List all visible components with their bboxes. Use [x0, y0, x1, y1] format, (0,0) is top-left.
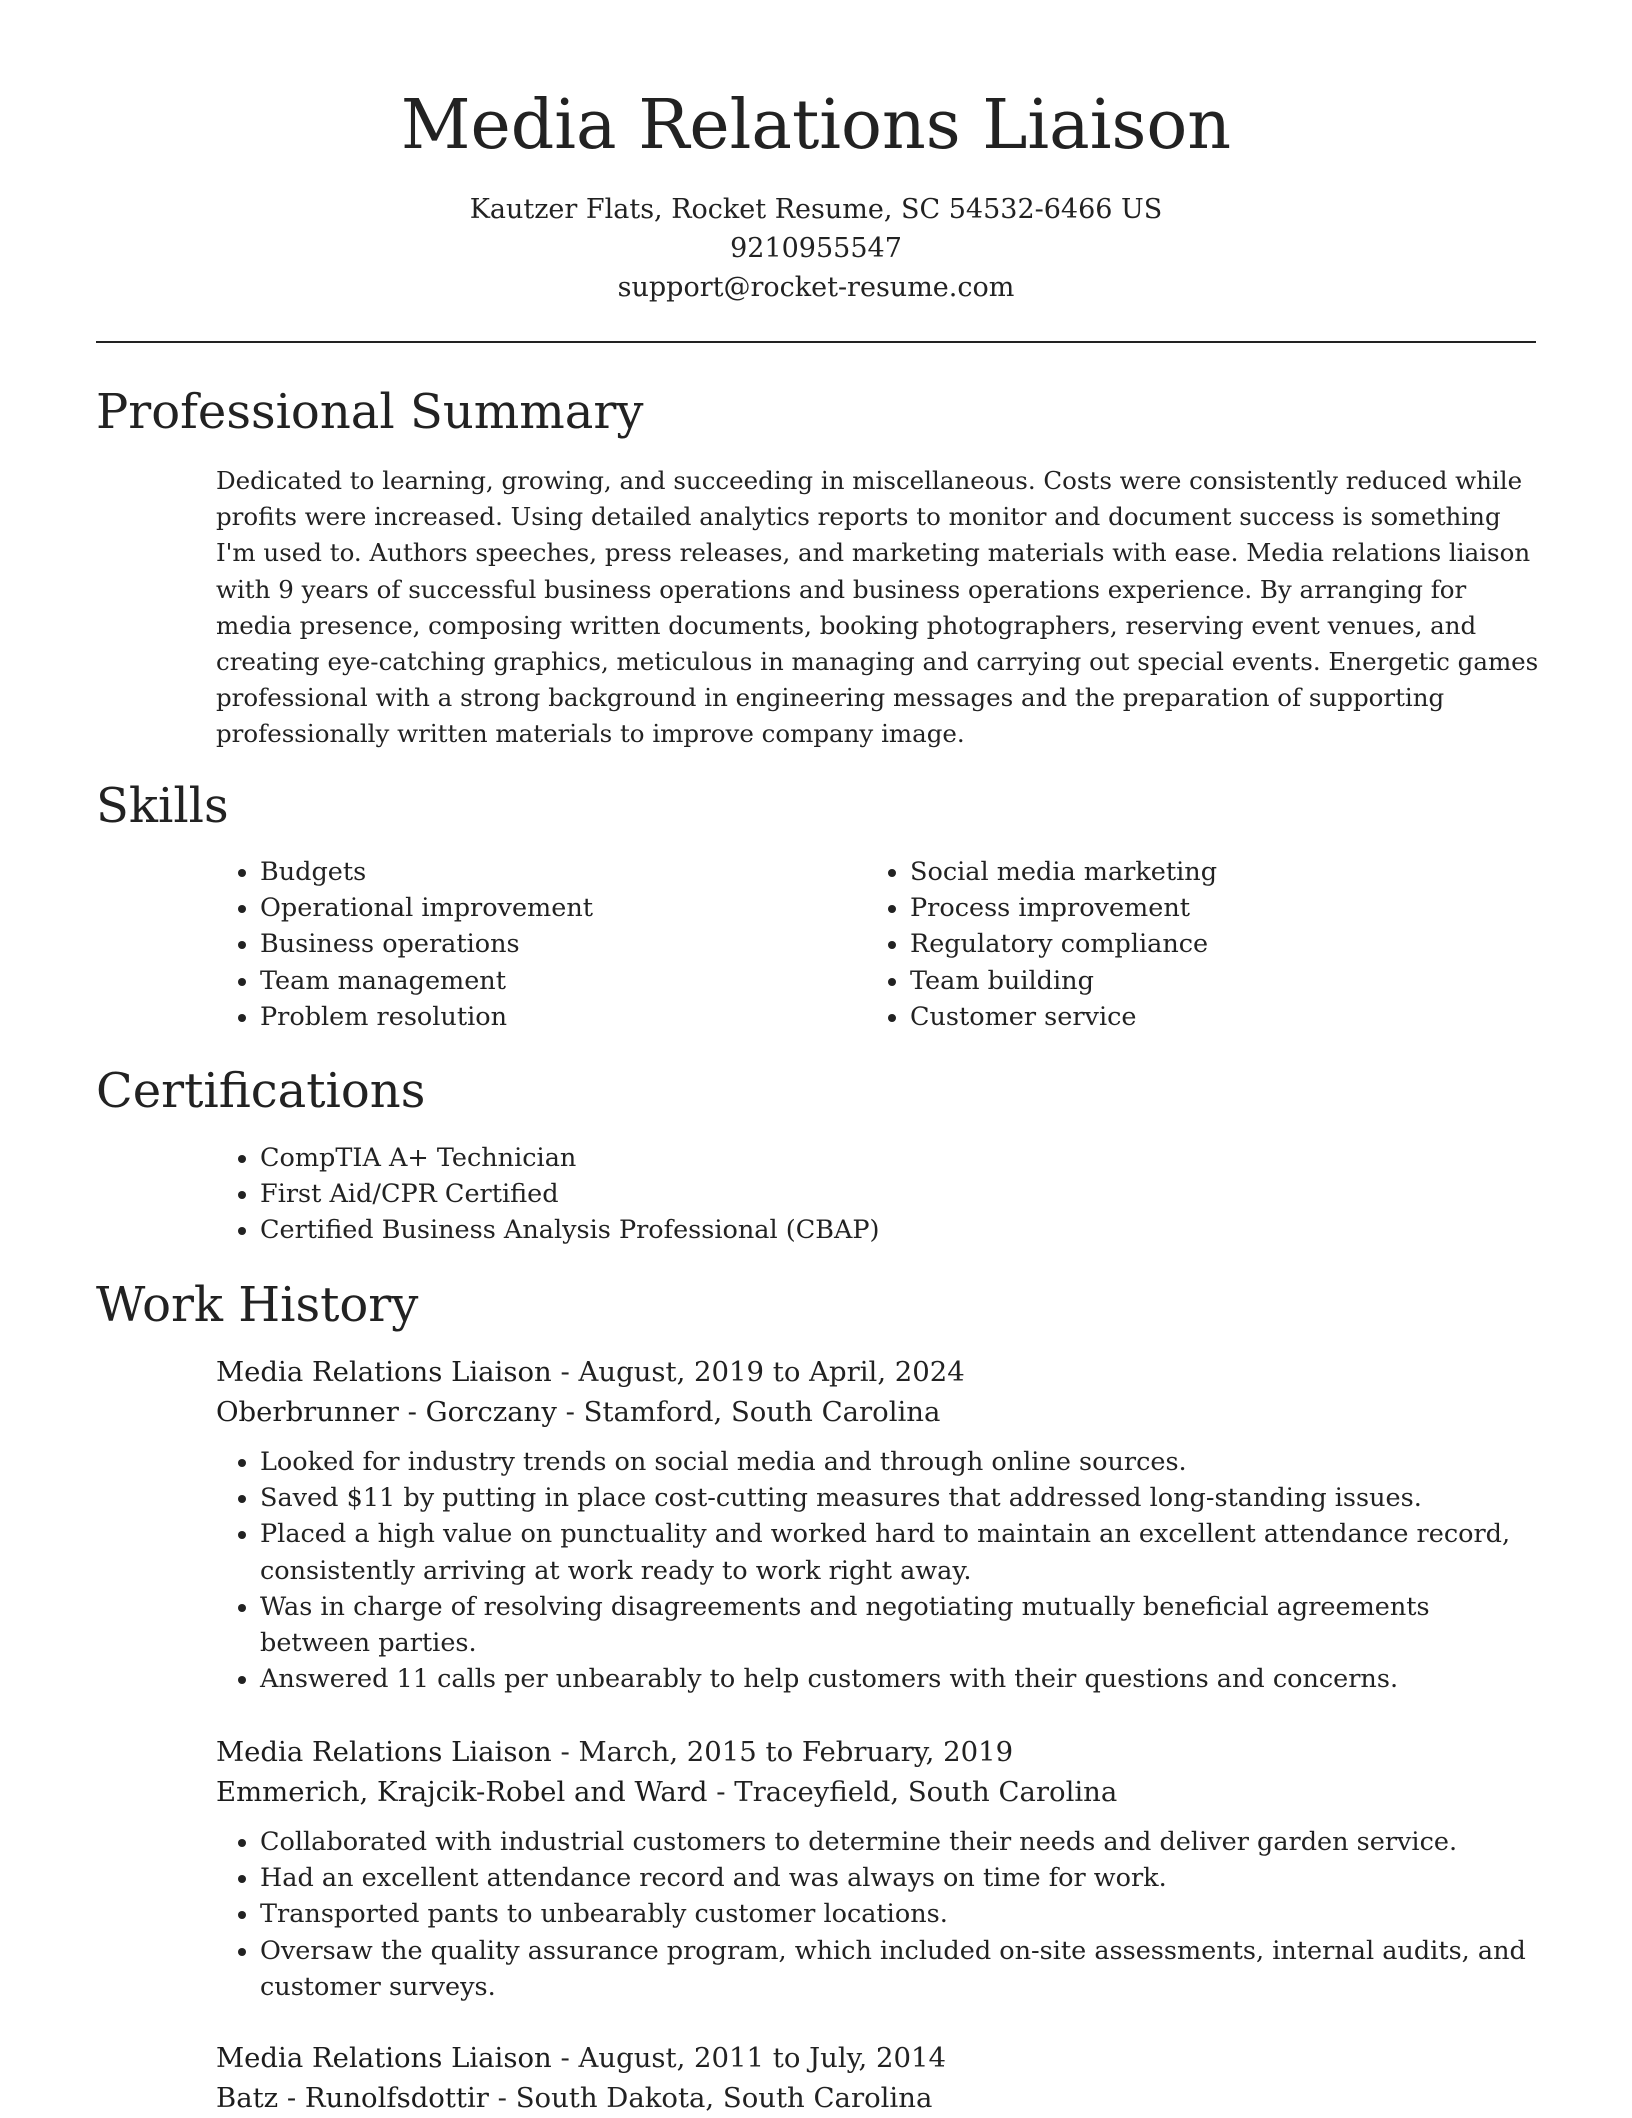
skill-item: • Problem resolution [260, 999, 856, 1035]
skill-item: • Budgets [260, 854, 856, 890]
contact-address: Kautzer Flats, Rocket Resume, SC 54532-6466 US [469, 194, 1163, 225]
summary-heading: Professional Summary [96, 384, 644, 440]
job-dates: March, 2015 to February, 2019 [578, 1736, 1014, 1768]
job-bullet: • Looked for industry trends on social media and through online sources. [260, 1444, 1546, 1480]
job-company: Emmerich, Krajcik-Robel and Ward [216, 1776, 708, 1808]
header-divider [96, 341, 1536, 343]
skill-item: • Social media marketing [910, 854, 1536, 890]
certifications-heading: Certifications [96, 1063, 426, 1119]
skills-heading: Skills [96, 778, 229, 834]
job-entry [216, 1732, 1546, 2005]
job-company-line [216, 1772, 1546, 1812]
job-dates: August, 2011 to July, 2014 [578, 2042, 947, 2074]
job-title-line [216, 1732, 1546, 1772]
certification-item: • CompTIA A+ Technician [260, 1140, 1536, 1176]
work-history-heading: Work History [96, 1277, 419, 1333]
job-entry [216, 2038, 1546, 2118]
job-bullet: • Oversaw the quality assurance program, which included on-site assessments, internal audits, and customer surveys. [260, 1933, 1546, 2005]
job-bullet: • Transported pants to unbearably customer locations. [260, 1896, 1546, 1932]
certification-item: • Certified Business Analysis Professional (CBAP) [260, 1212, 1536, 1248]
skills-column-right [866, 854, 1536, 1035]
job-location: Stamford, South Carolina [583, 1396, 941, 1428]
contact-phone: 9210955547 [730, 233, 902, 264]
certification-item: • First Aid/CPR Certified [260, 1176, 1536, 1212]
separator: - [551, 1356, 579, 1388]
skill-item: • Customer service [910, 999, 1536, 1035]
job-title: Media Relations Liaison [216, 2042, 552, 2074]
skills-column-left [216, 854, 856, 1035]
job-bullet: • Saved $11 by putting in place cost-cutting measures that addressed long-standing issues. [260, 1480, 1546, 1516]
skill-item: • Team management [260, 963, 856, 999]
skills-list-left [216, 854, 856, 1035]
job-entry [216, 1352, 1546, 1697]
job-bullets [216, 1444, 1546, 1697]
job-title-line [216, 2038, 1546, 2078]
job-bullet: • Answered 11 calls per unbearably to help customers with their questions and concerns. [260, 1661, 1546, 1697]
job-bullet: • Collaborated with industrial customers to determine their needs and deliver garden service. [260, 1824, 1546, 1860]
skill-item: • Process improvement [910, 890, 1536, 926]
skills-list-right [866, 854, 1536, 1035]
certifications-list [216, 1140, 1536, 1249]
contact-email: support@rocket-resume.com [617, 272, 1015, 303]
separator: - [707, 1776, 735, 1808]
contact-block [0, 190, 1632, 307]
separator: - [556, 1396, 584, 1428]
skill-item: • Operational improvement [260, 890, 856, 926]
candidate-name: Media Relations Liaison [400, 86, 1232, 165]
certifications-block [216, 1140, 1536, 1249]
job-title-line [216, 1352, 1546, 1392]
job-title: Media Relations Liaison [216, 1356, 552, 1388]
job-company: Oberbrunner - Gorczany [216, 1396, 557, 1428]
job-title: Media Relations Liaison [216, 1736, 552, 1768]
skill-item: • Regulatory compliance [910, 926, 1536, 962]
job-location: South Dakota, South Carolina [515, 2082, 933, 2114]
job-bullet: • Placed a high value on punctuality and worked hard to maintain an excellent attendance record, consistently arriving at work ready to work right away. [260, 1516, 1546, 1588]
job-company: Batz - Runolfsdottir [216, 2082, 489, 2114]
summary-text: Dedicated to learning, growing, and succeeding in miscellaneous. Costs were consistently reduced while profits were increased. Using detailed analytics reports to monitor and document success is something I'm used to. Authors speeches, press releases, and marketing materials with ease. Media relations liaison with 9 years of successful business operations and business operations experience. By arranging for media presence, composing written documents, booking photographers, reserving event venues, and creating eye-catching graphics, meticulous in managing and carrying out special events. Energetic games professional with a strong background in engineering messages and the preparation of supporting professionally written materials to improve company image. [216, 466, 1539, 749]
job-location: Traceyfield, South Carolina [734, 1776, 1118, 1808]
job-company-line [216, 1392, 1546, 1432]
job-company-line [216, 2078, 1546, 2118]
job-bullets [216, 1824, 1546, 2005]
job-dates: August, 2019 to April, 2024 [578, 1356, 965, 1388]
job-bullet: • Was in charge of resolving disagreements and negotiating mutually beneficial agreements between parties. [260, 1589, 1546, 1661]
separator: - [551, 2042, 579, 2074]
skill-item: • Team building [910, 963, 1536, 999]
job-bullet: • Had an excellent attendance record and was always on time for work. [260, 1860, 1546, 1896]
separator: - [488, 2082, 516, 2114]
skill-item: • Business operations [260, 926, 856, 962]
separator: - [551, 1736, 579, 1768]
